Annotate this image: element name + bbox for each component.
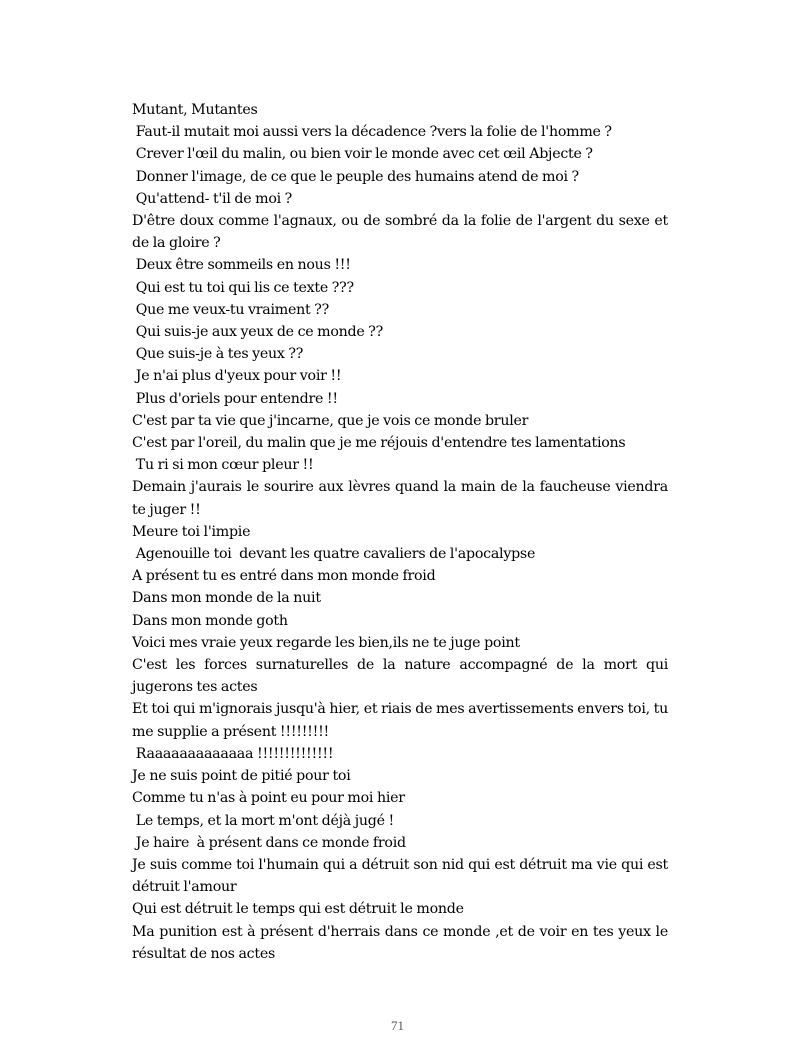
poem-line: Comme tu n'as à point eu pour moi hier xyxy=(132,790,405,807)
poem-body xyxy=(132,99,668,965)
poem-line: D'être doux comme l'agnaux, ou de sombré da la folie de l'argent du sexe et de la gloire ? xyxy=(132,213,668,252)
poem-line: Je ne suis point de pitié pour toi xyxy=(132,768,351,785)
poem-line: Dans mon monde goth xyxy=(132,612,288,629)
poem-line: C'est par l'oreil, du malin que je me réjouis d'entendre tes lamentations xyxy=(132,435,626,452)
poem-line: Tu ri si mon cœur pleur !! xyxy=(132,457,314,474)
poem-line: Plus d'oriels pour entendre !! xyxy=(132,390,338,407)
poem-line: A présent tu es entré dans mon monde froid xyxy=(132,568,436,585)
poem-line: Meure toi l'impie xyxy=(132,523,251,540)
poem-line: Et toi qui m'ignorais jusqu'à hier, et riais de mes avertissements envers toi, tu me supplie a présent !!!!!!!!! xyxy=(132,701,668,740)
poem-line: Le temps, et la mort m'ont déjà jugé ! xyxy=(132,812,394,829)
poem-line: Qui est tu toi qui lis ce texte ??? xyxy=(132,279,354,296)
poem-line: Que suis-je à tes yeux ?? xyxy=(132,346,304,363)
page-number: 71 xyxy=(391,1018,404,1033)
poem-line: Que me veux-tu vraiment ?? xyxy=(132,301,329,318)
poem-line: Qui est détruit le temps qui est détruit le monde xyxy=(132,901,464,918)
poem-line: Donner l'image, de ce que le peuple des humains atend de moi ? xyxy=(132,168,579,185)
poem-line: Dans mon monde de la nuit xyxy=(132,590,321,607)
poem-line: Je suis comme toi l'humain qui a détruit son nid qui est détruit ma vie qui est détruit l'amour xyxy=(132,856,668,896)
poem-line: Qu'attend- t'il de moi ? xyxy=(132,190,293,207)
poem-line: C'est les forces surnaturelles de la nature accompagné de la mort qui jugerons tes actes xyxy=(132,657,668,696)
poem-line: Voici mes vraie yeux regarde les bien,ils ne te juge point xyxy=(132,634,520,651)
poem-line: Agenouille toi devant les quatre cavaliers de l'apocalypse xyxy=(132,546,536,563)
poem-title: Mutant, Mutantes xyxy=(132,102,258,118)
poem-line: Ma punition est à présent d'herrais dans ce monde ,et de voir en tes yeux le résultat de nos actes xyxy=(132,923,668,962)
poem-line: Qui suis-je aux yeux de ce monde ?? xyxy=(132,324,383,341)
poem-line: Je n'ai plus d'yeux pour voir !! xyxy=(132,368,342,385)
poem-line: C'est par ta vie que j'incarne, que je vois ce monde bruler xyxy=(132,412,529,429)
poem-line: Raaaaaaaaaaaaa !!!!!!!!!!!!!! xyxy=(132,745,334,762)
poem-line: Demain j'aurais le sourire aux lèvres quand la main de la faucheuse viendra te juger !! xyxy=(132,479,668,518)
poem-line: Crever l'œil du malin, ou bien voir le monde avec cet œil Abjecte ? xyxy=(132,146,593,163)
poem-line: Deux être sommeils en nous !!! xyxy=(132,257,351,274)
poem-line: Faut-il mutait moi aussi vers la décadence ?vers la folie de l'homme ? xyxy=(132,124,612,141)
poem-line: Je haire à présent dans ce monde froid xyxy=(132,834,406,851)
